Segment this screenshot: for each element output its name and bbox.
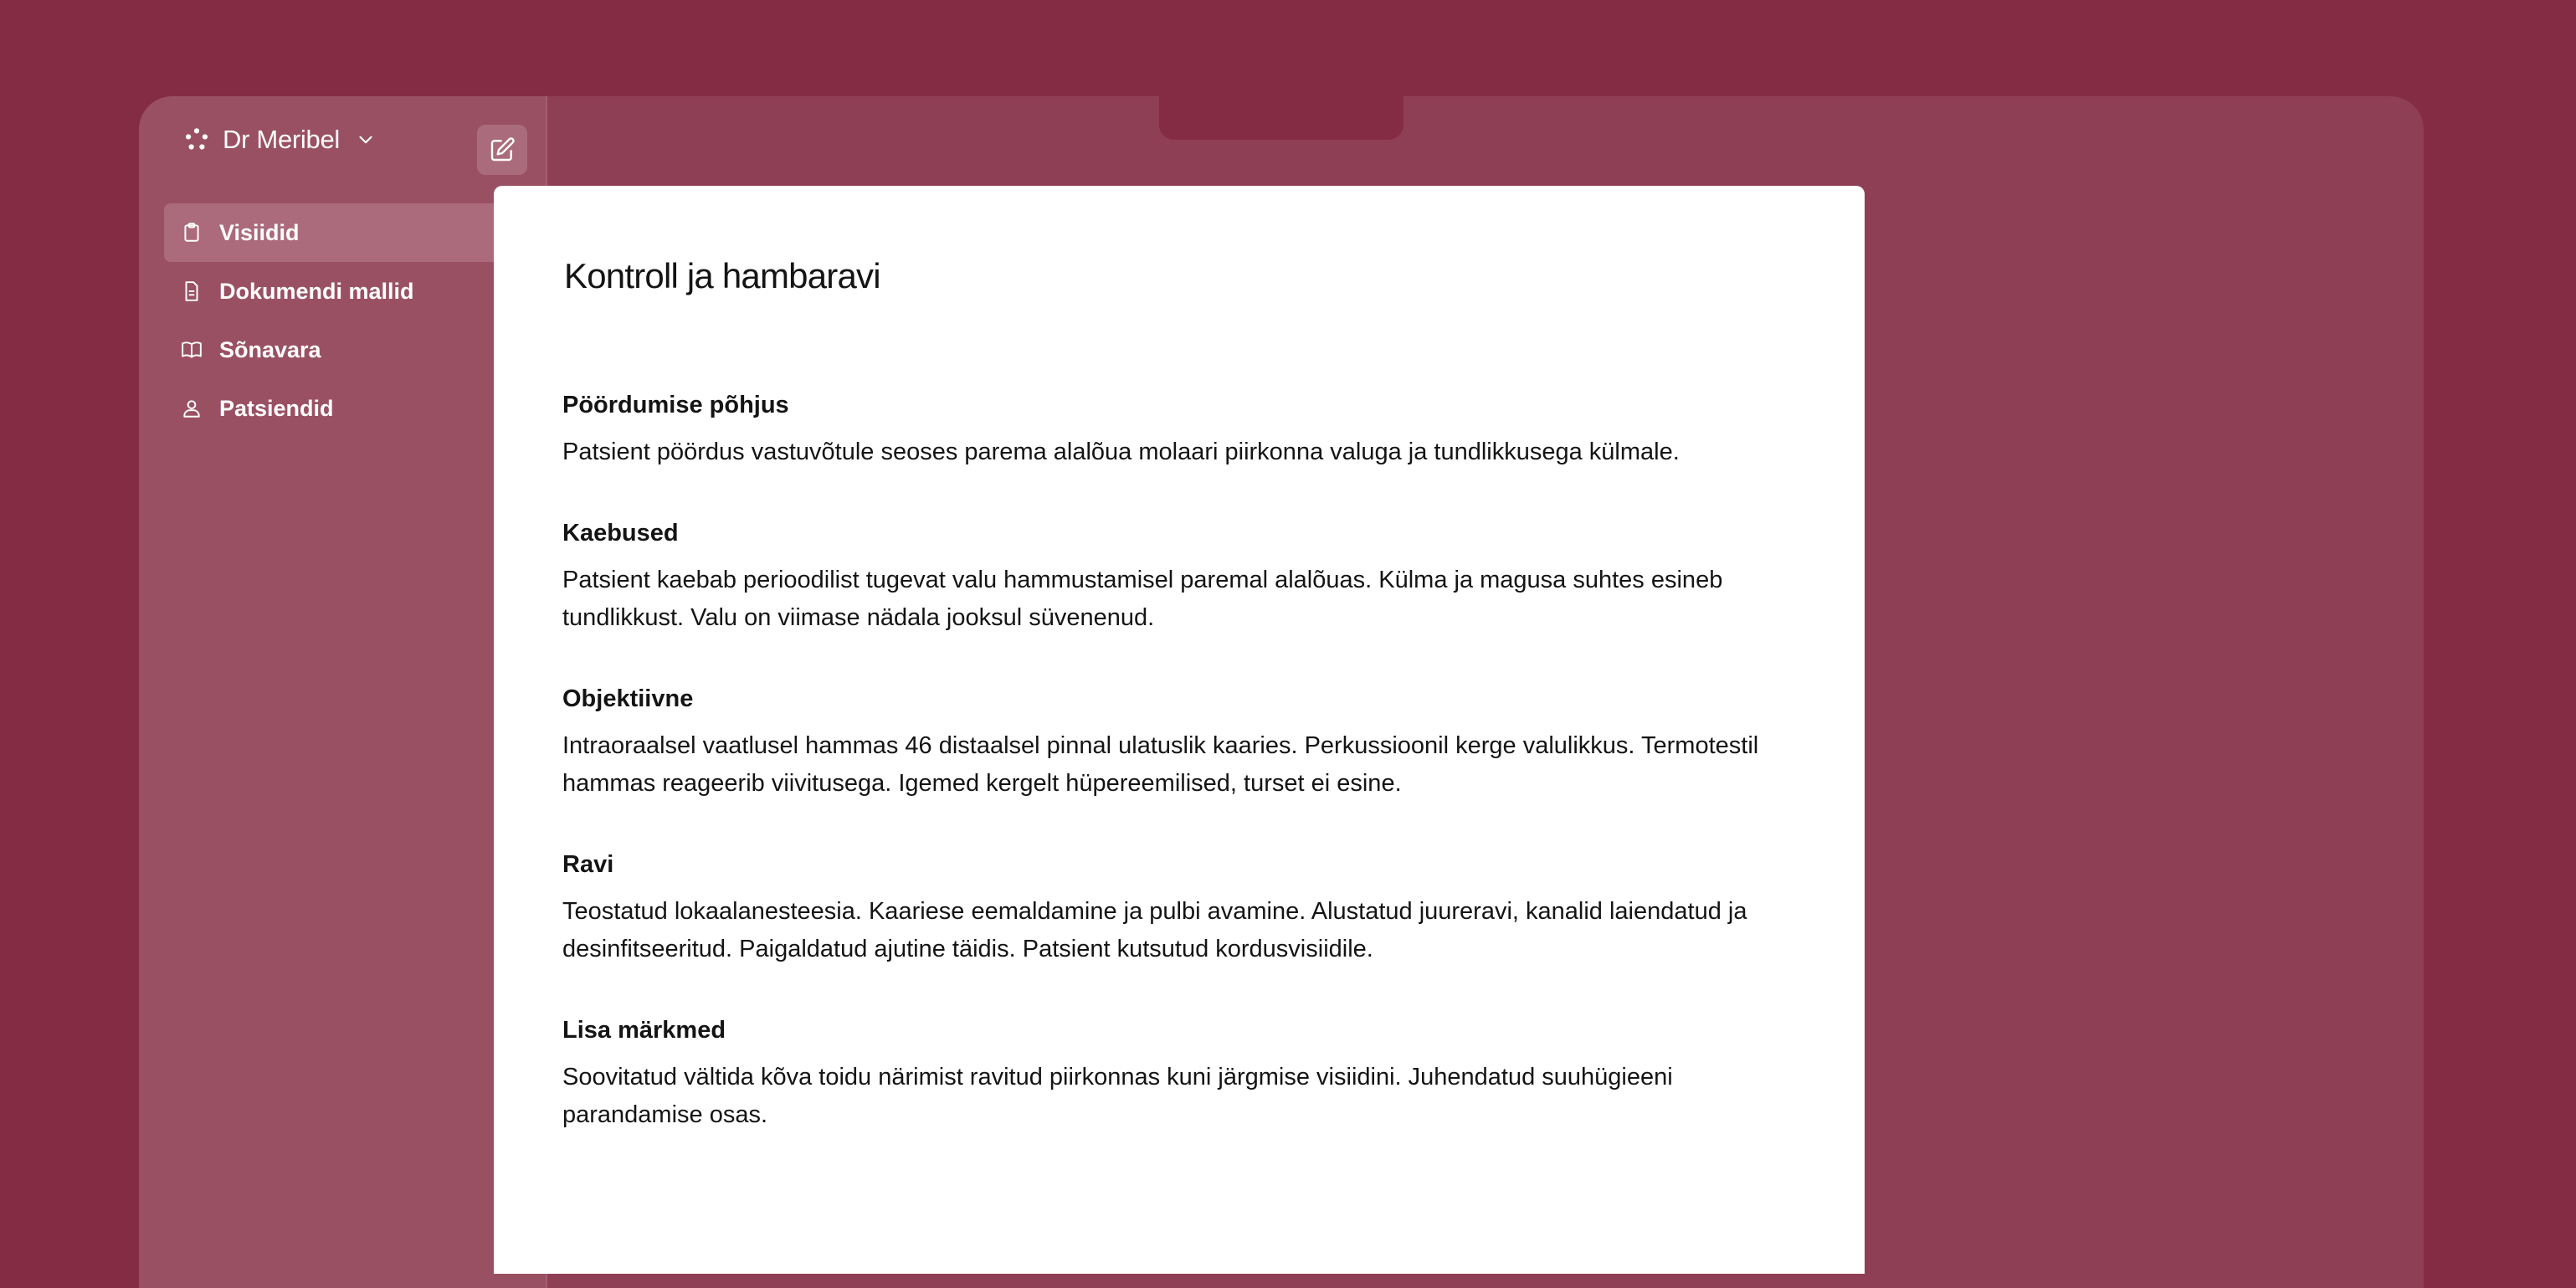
document-title[interactable]: Kontroll ja hambaravi <box>564 256 880 295</box>
section-body[interactable]: Patsient pöördus vastuvõtule seoses parema alalõua molaari piirkonna valuga ja tundlikkusega külmale. <box>562 439 1680 465</box>
sidebar-nav <box>164 203 526 438</box>
section-heading: Kaebused <box>562 520 679 547</box>
sidebar-item-label: Dokumendi mallid <box>219 278 414 304</box>
sidebar-item-visits[interactable] <box>164 203 526 262</box>
visit-document <box>494 186 1865 1274</box>
sidebar-item-label: Sõnavara <box>219 336 321 362</box>
compose-icon <box>489 136 516 163</box>
document-icon <box>181 280 203 302</box>
sidebar-item-label: Visiidid <box>219 219 300 245</box>
sidebar-item-patients[interactable] <box>164 379 526 438</box>
section-body[interactable]: Teostatud lokaalanesteesia. Kaariese eemaldamine ja pulbi avamine. Alustatud juureravi, kanalid laiendatud ja desinfitseeritud. Paigaldatud ajutine täidis. Patsient kutsutud kordusvisiidile. <box>562 898 1747 962</box>
chevron-down-icon <box>355 129 377 151</box>
section-body[interactable]: Intraoraalsel vaatlusel hammas 46 distaalsel pinnal ulatuslik kaaries. Perkussioonil kerge valulikkus. Termotestil hammas reageerib viivitusega. Igemed kergelt hüpereemilised, turset ei esine. <box>562 732 1759 797</box>
workspace-name: Dr Meribel <box>223 125 340 154</box>
book-icon <box>181 339 203 361</box>
section-body[interactable]: Patsient kaebab perioodilist tugevat valu hammustamisel paremal alalõuas. Külma ja magusa suhtes esineb tundlikkust. Valu on viimase nädala jooksul süvenenud. <box>562 567 1723 631</box>
workspace-switcher[interactable] <box>182 125 377 155</box>
section-complaints <box>562 518 1793 637</box>
section-heading: Pöördumise põhjus <box>562 392 789 418</box>
section-additional-notes <box>562 1015 1793 1134</box>
workspace-logo-icon <box>182 126 211 154</box>
window-notch <box>1159 96 1403 140</box>
section-body[interactable]: Soovitatud vältida kõva toidu närimist ravitud piirkonnas kuni järgmise visiidini. Juhendatud suuhügieeni parandamise osas. <box>562 1064 1673 1128</box>
document-sections <box>562 390 1793 1181</box>
section-treatment <box>562 849 1793 968</box>
section-objective <box>562 684 1793 803</box>
person-icon <box>181 398 203 419</box>
sidebar-item-document-templates[interactable] <box>164 262 526 321</box>
section-heading: Objektiivne <box>562 685 694 712</box>
sidebar-item-label: Patsiendid <box>219 395 334 421</box>
section-reason <box>562 390 1793 471</box>
sidebar <box>139 96 547 1288</box>
section-heading: Ravi <box>562 851 614 878</box>
clipboard-icon <box>181 222 203 244</box>
section-heading: Lisa märkmed <box>562 1017 726 1044</box>
sidebar-item-vocabulary[interactable] <box>164 321 526 379</box>
new-visit-button[interactable] <box>477 125 527 175</box>
